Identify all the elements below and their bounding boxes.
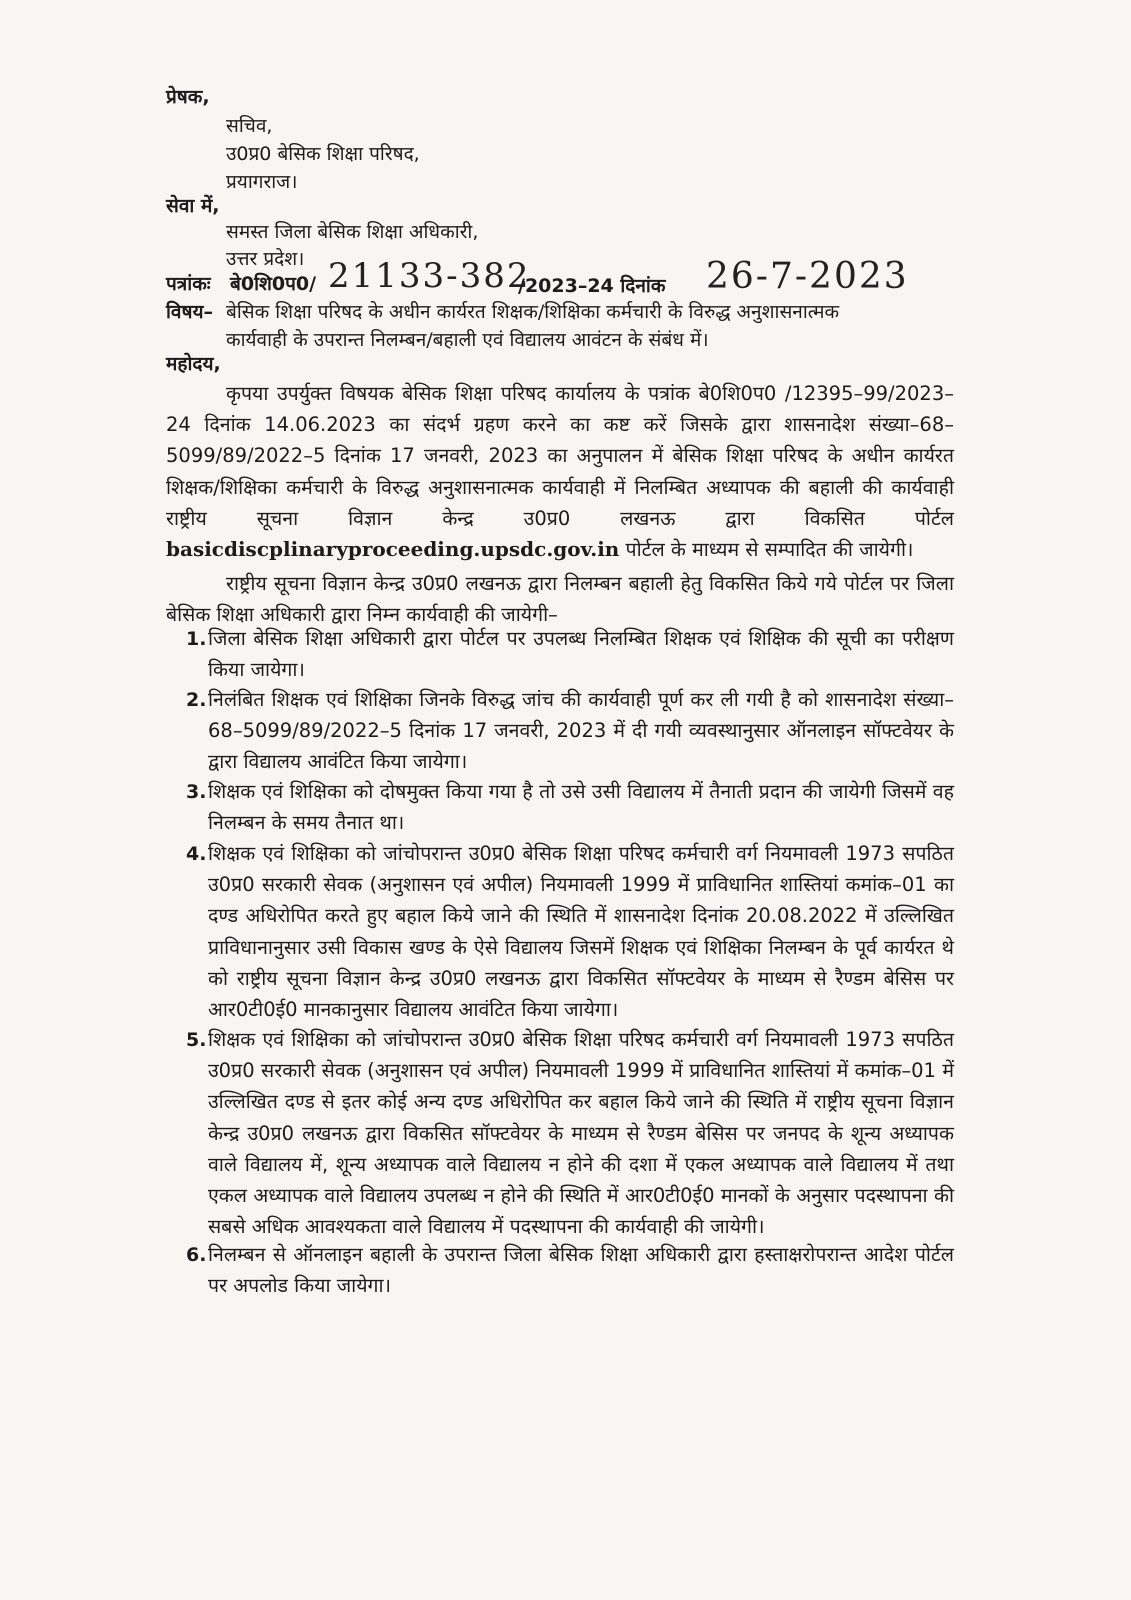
list-item: निलंबित शिक्षक एवं शिक्षिका जिनके विरुद्ध जांच की कार्यवाही पूर्ण कर ली गयी है को शासनादेश संख्या–68–5099/89/2022–5 दिनांक 17 जनवरी, 2023 में दी गयी व्यवस्थानुसार ऑनलाइन सॉफ्टवेयर के द्वारा विद्यालय आवंटित किया जायेगा। [208, 688, 954, 774]
subject-label: विषय– [166, 301, 213, 323]
paragraph-text: कृपया उपर्युक्त विषयक बेसिक शिक्षा परिषद कार्यालय के पत्रांक बे0शि0प0 /12395–99/2023–24 दिनांक 14.06.2023 का संदर्भ ग्रहण करने का कष्ट करें जिसके द्वारा शासनादेश संख्या–68–5099/89/2022–5 दिनांक 17 जनवरी, 2023 का अनुपालन में बेसिक शिक्षा परिषद के अधीन कार्यरत शिक्षक/शिक्षिका कर्मचारी के विरुद्ध अनुशासनात्मक कार्यवाही में निलम्बित अध्यापक की बहाली की कार्यवाही राष्ट्रीय सूचना विज्ञान केन्द्र उ0प्र0 लखनऊ द्वारा विकसित पोर्टल [166, 382, 954, 530]
recipient-line: समस्त जिला बेसिक शिक्षा अधिकारी, [226, 221, 479, 243]
portal-url: basicdiscplinaryproceeding.upsdc.gov.in [166, 537, 620, 562]
sender-line: प्रयागराज। [226, 171, 298, 193]
body-paragraph [166, 378, 954, 565]
sender-label: प्रेषक, [166, 86, 210, 108]
item-number: 5. [186, 1029, 207, 1051]
list-item: शिक्षक एवं शिक्षिका को दोषमुक्त किया गया है तो उसे उसी विद्यालय में तैनाती प्रदान की जायेगी जिसमें वह निलम्बन के समय तैनात था। [208, 780, 954, 835]
salutation: महोदय, [166, 353, 221, 375]
item-number: 1. [186, 628, 207, 650]
recipient-label: सेवा में, [166, 195, 220, 217]
subject-line: बेसिक शिक्षा परिषद के अधीन कार्यरत शिक्षक/शिक्षिका कर्मचारी के विरुद्ध अनुशासनात्मक [226, 301, 840, 323]
item-number: 2. [186, 689, 207, 711]
reference-number-handwritten: 21133-382 [328, 256, 531, 296]
reference-prefix: बे0शि0प0/ [230, 273, 317, 295]
reference-suffix: /2023–24 दिनांक [518, 275, 666, 297]
sender-line: सचिव, [226, 115, 273, 137]
subject-line: कार्यवाही के उपरान्त निलम्बन/बहाली एवं विद्यालय आवंटन के संबंध में। [226, 329, 709, 351]
paragraph-text: पोर्टल के माध्यम से सम्पादित की जायेगी। [625, 538, 914, 562]
reference-date-handwritten: 26-7-2023 [706, 256, 909, 297]
item-number: 4. [186, 843, 207, 865]
recipient-line: उत्तर प्रदेश। [226, 248, 305, 270]
sender-line: उ0प्र0 बेसिक शिक्षा परिषद, [226, 143, 420, 165]
item-number: 3. [186, 781, 207, 803]
list-item: जिला बेसिक शिक्षा अधिकारी द्वारा पोर्टल पर उपलब्ध निलम्बित शिक्षक एवं शिक्षिक की सूची का परीक्षण किया जायेगा। [208, 627, 954, 682]
list-item: निलम्बन से ऑनलाइन बहाली के उपरान्त जिला बेसिक शिक्षा अधिकारी द्वारा हस्ताक्षरोपरान्त आदेश पोर्टल पर अपलोड किया जायेगा। [208, 1243, 954, 1298]
reference-label: पत्रांकः [166, 273, 211, 295]
list-item: शिक्षक एवं शिक्षिका को जांचोपरान्त उ0प्र0 बेसिक शिक्षा परिषद कर्मचारी वर्ग नियमावली 1973 सपठित उ0प्र0 सरकारी सेवक (अनुशासन एवं अपील) नियमावली 1999 में प्राविधानित शास्तियां में कमांक–01 में उल्लिखित दण्ड से इतर कोई अन्य दण्ड अधिरोपित कर बहाल किये जाने की स्थिति में राष्ट्रीय सूचना विज्ञान केन्द्र उ0प्र0 लखनऊ द्वारा विकसित सॉफ्टवेयर के माध्यम से रैण्डम बेसिस पर जनपद के शून्य अध्यापक वाले विद्यालय में, शून्य अध्यापक वाले विद्यालय न होने की दशा में एकल अध्यापक वाले विद्यालय में तथा एकल अध्यापक वाले विद्यालय उपलब्ध न होने की स्थिति में आर0टी0ई0 मानकों के अनुसार पदस्थापना की सबसे अधिक आवश्यकता वाले विद्यालय में पदस्थापना की कार्यवाही की जायेगी। [208, 1028, 954, 1239]
item-number: 6. [186, 1244, 207, 1266]
body-paragraph: राष्ट्रीय सूचना विज्ञान केन्द्र उ0प्र0 लखनऊ द्वारा निलम्बन बहाली हेतु विकसित किये गये पोर्टल पर जिला बेसिक शिक्षा अधिकारी द्वारा निम्न कार्यवाही की जायेगी– [166, 572, 954, 627]
list-item: शिक्षक एवं शिक्षिका को जांचोपरान्त उ0प्र0 बेसिक शिक्षा परिषद कर्मचारी वर्ग नियमावली 1973 सपठित उ0प्र0 सरकारी सेवक (अनुशासन एवं अपील) नियमावली 1999 में प्राविधानित शास्तियां कमांक–01 का दण्ड अधिरोपित करते हुए बहाल किये जाने की स्थिति में शासनादेश दिनांक 20.08.2022 में उल्लिखित प्राविधानानुसार उसी विकास खण्ड के ऐसे विद्यालय जिसमें शिक्षक एवं शिक्षिका निलम्बन के पूर्व कार्यरत थे को राष्ट्रीय सूचना विज्ञान केन्द्र उ0प्र0 लखनऊ द्वारा विकसित सॉफ्टवेयर के माध्यम से रैण्डम बेसिस पर आर0टी0ई0 मानकानुसार विद्यालय आवंटित किया जायेगा। [208, 842, 954, 1022]
